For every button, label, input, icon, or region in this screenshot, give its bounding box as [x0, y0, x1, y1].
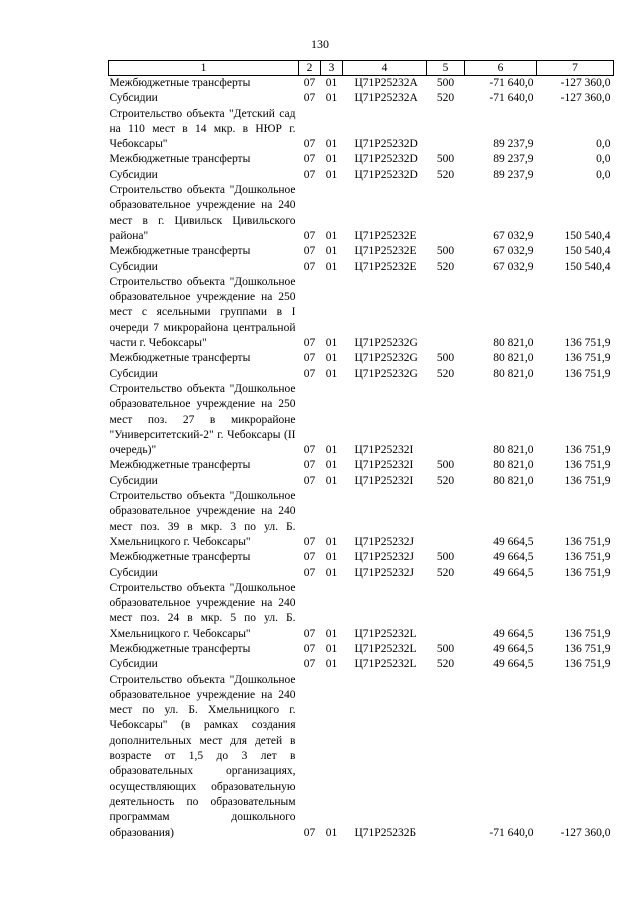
row-amount-1: 49 664,5 — [493, 627, 534, 640]
row-target-code: Ц71P25232D — [354, 168, 418, 181]
header-cell-expense-type: 5 — [427, 61, 465, 76]
row-name: Субсидии — [109, 566, 158, 579]
row-name: Строительство объекта "Дошкольное образовательное учреждение на 250 мест поз. 27 в микрорайоне "Университетский-2" г. Чебоксары (II очередь)" — [109, 382, 296, 457]
row-amount-2: 136 751,9 — [564, 337, 611, 350]
row-amount-1: -71 640,0 — [489, 77, 534, 89]
row-name: Строительство объекта "Дошкольное образовательное учреждение на 250 мест с ясельными группами в I очереди 7 микрорайона центральной части г. Чебоксары" — [109, 275, 296, 350]
row-target-code: Ц71P25232Б — [354, 826, 417, 839]
row-name: Межбюджетные трансферты — [109, 352, 251, 365]
table-row — [109, 581, 614, 642]
row-expense-type — [427, 183, 465, 244]
row-amount-1: 80 821,0 — [493, 367, 534, 380]
row-amount-1: -71 640,0 — [489, 92, 534, 105]
row-amount-1: 80 821,0 — [493, 474, 534, 487]
row-target-code: Ц71P25232E — [354, 260, 417, 273]
row-amount-2: 150 540,4 — [564, 229, 611, 242]
row-section: 07 — [303, 153, 316, 166]
row-target-code: Ц71P25232J — [354, 535, 414, 548]
row-section: 07 — [303, 658, 316, 671]
row-subsection: 01 — [325, 367, 338, 380]
row-amount-1: 89 237,9 — [493, 153, 534, 166]
row-amount-2: 136 751,9 — [564, 459, 611, 472]
row-expense-type: 520 — [436, 260, 455, 273]
row-section: 07 — [303, 551, 316, 564]
row-amount-2: 136 751,9 — [564, 658, 611, 671]
row-amount-1: 67 032,9 — [493, 245, 534, 258]
row-target-code: Ц71P25232G — [354, 337, 418, 350]
row-subsection: 01 — [325, 138, 338, 151]
table-row — [109, 489, 614, 550]
row-amount-2: 136 751,9 — [564, 627, 611, 640]
page-number: 130 — [311, 37, 329, 51]
row-target-code: Ц71P25232E — [354, 229, 417, 242]
row-name: Строительство объекта "Дошкольное образовательное учреждение на 240 мест в г. Цивильск Цивильского района" — [109, 184, 296, 242]
row-target-code: Ц71P25232J — [354, 566, 414, 579]
row-amount-2: 136 751,9 — [564, 566, 611, 579]
row-expense-type: 520 — [436, 474, 455, 487]
row-amount-1: 49 664,5 — [493, 658, 534, 671]
row-subsection: 01 — [325, 459, 338, 472]
row-subsection: 01 — [325, 658, 338, 671]
row-subsection: 01 — [325, 566, 338, 579]
row-subsection: 01 — [325, 444, 338, 457]
header-cell-subsection: 3 — [321, 61, 343, 76]
row-target-code: Ц71P25232I — [354, 444, 414, 457]
row-name: Субсидии — [109, 658, 158, 671]
row-subsection: 01 — [325, 92, 338, 105]
row-amount-2: 136 751,9 — [564, 642, 611, 655]
row-subsection: 01 — [325, 826, 338, 839]
row-name: Межбюджетные трансферты — [109, 642, 251, 655]
row-subsection: 01 — [325, 260, 338, 273]
table-row — [109, 367, 614, 382]
row-amount-1: 49 664,5 — [493, 566, 534, 579]
header-cell-section: 2 — [299, 61, 321, 76]
row-subsection: 01 — [325, 337, 338, 350]
table-row — [109, 244, 614, 259]
row-expense-type: 500 — [436, 77, 455, 89]
table-row — [109, 673, 614, 841]
table-row — [109, 550, 614, 565]
table-row — [109, 168, 614, 183]
row-subsection: 01 — [325, 352, 338, 365]
row-section: 07 — [303, 627, 316, 640]
row-name: Строительство объекта "Детский сад на 110 мест в 14 мкр. в НЮР г. Чебоксары" — [109, 107, 296, 151]
row-name: Межбюджетные трансферты — [109, 551, 251, 564]
row-target-code: Ц71P25232L — [354, 627, 417, 640]
row-subsection: 01 — [325, 245, 338, 258]
budget-table — [108, 60, 614, 841]
row-name: Субсидии — [109, 367, 158, 380]
row-expense-type: 520 — [436, 658, 455, 671]
row-amount-2: 0,0 — [596, 153, 611, 166]
row-section: 07 — [303, 474, 316, 487]
table-row — [109, 152, 614, 167]
row-amount-2: 136 751,9 — [564, 551, 611, 564]
row-expense-type: 520 — [436, 367, 455, 380]
row-subsection: 01 — [325, 642, 338, 655]
row-subsection: 01 — [325, 627, 338, 640]
row-section: 07 — [303, 444, 316, 457]
row-subsection: 01 — [325, 551, 338, 564]
row-amount-2: -127 360,0 — [560, 77, 611, 89]
row-name: Строительство объекта "Дошкольное образовательное учреждение на 240 мест поз. 39 в мкр. 3 по ул. Б. Хмельницкого г. Чебоксары" — [109, 490, 296, 548]
table-row — [109, 566, 614, 581]
table-row — [109, 642, 614, 657]
row-expense-type: 500 — [436, 551, 455, 564]
table-row — [109, 76, 614, 92]
row-amount-1: 67 032,9 — [493, 260, 534, 273]
row-amount-2: 150 540,4 — [564, 260, 611, 273]
table-row — [109, 458, 614, 473]
row-section: 07 — [303, 260, 316, 273]
row-amount-2: 136 751,9 — [564, 444, 611, 457]
header-cell-amount-1: 6 — [465, 61, 537, 76]
row-subsection: 01 — [325, 474, 338, 487]
row-section: 07 — [303, 337, 316, 350]
row-expense-type: 500 — [436, 352, 455, 365]
row-name: Субсидии — [109, 474, 158, 487]
row-target-code: Ц71P25232A — [354, 92, 418, 105]
table-header — [109, 61, 614, 76]
table-row — [109, 91, 614, 106]
row-section: 07 — [303, 229, 316, 242]
row-target-code: Ц71P25232G — [354, 352, 418, 365]
row-expense-type — [427, 107, 465, 153]
row-name: Межбюджетные трансферты — [109, 459, 251, 472]
table-row — [109, 275, 614, 351]
row-amount-2: -127 360,0 — [560, 826, 611, 839]
header-cell-target-code: 4 — [343, 61, 427, 76]
row-expense-type: 520 — [436, 566, 455, 579]
row-amount-1: 80 821,0 — [493, 337, 534, 350]
row-expense-type — [427, 673, 465, 841]
row-amount-2: 0,0 — [596, 138, 611, 151]
row-subsection: 01 — [325, 153, 338, 166]
row-amount-1: 49 664,5 — [493, 551, 534, 564]
row-section: 07 — [303, 245, 316, 258]
row-section: 07 — [303, 168, 316, 181]
row-amount-2: 136 751,9 — [564, 367, 611, 380]
row-subsection: 01 — [325, 77, 338, 89]
row-target-code: Ц71P25232L — [354, 642, 417, 655]
row-amount-1: -71 640,0 — [489, 826, 534, 839]
row-section: 07 — [303, 138, 316, 151]
row-expense-type — [427, 489, 465, 550]
row-target-code: Ц71P25232I — [354, 474, 414, 487]
row-expense-type: 500 — [436, 642, 455, 655]
row-subsection: 01 — [325, 168, 338, 181]
row-amount-1: 49 664,5 — [493, 642, 534, 655]
row-amount-2: 0,0 — [596, 168, 611, 181]
row-amount-1: 89 237,9 — [493, 138, 534, 151]
row-amount-2: 150 540,4 — [564, 245, 611, 258]
header-row — [109, 61, 614, 76]
row-section: 07 — [303, 459, 316, 472]
row-amount-1: 80 821,0 — [493, 459, 534, 472]
table-row — [109, 183, 614, 244]
row-name: Субсидии — [109, 168, 158, 181]
row-amount-1: 49 664,5 — [493, 535, 534, 548]
row-expense-type: 520 — [436, 168, 455, 181]
row-target-code: Ц71P25232D — [354, 138, 418, 151]
row-name: Межбюджетные трансферты — [109, 245, 251, 258]
row-expense-type: 500 — [436, 245, 455, 258]
row-section: 07 — [303, 535, 316, 548]
table-row — [109, 657, 614, 672]
row-section: 07 — [303, 92, 316, 105]
row-amount-2: 136 751,9 — [564, 352, 611, 365]
row-amount-2: 136 751,9 — [564, 474, 611, 487]
row-section: 07 — [303, 826, 316, 839]
table-body — [109, 76, 614, 841]
row-subsection: 01 — [325, 535, 338, 548]
row-section: 07 — [303, 77, 316, 89]
row-section: 07 — [303, 566, 316, 579]
row-target-code: Ц71P25232L — [354, 658, 417, 671]
table-row — [109, 382, 614, 458]
header-cell-name: 1 — [109, 61, 299, 76]
table-row — [109, 107, 614, 153]
row-expense-type — [427, 382, 465, 458]
table-row — [109, 351, 614, 366]
header-cell-amount-2: 7 — [537, 61, 614, 76]
row-expense-type: 520 — [436, 92, 455, 105]
row-amount-1: 67 032,9 — [493, 229, 534, 242]
row-target-code: Ц71P25232I — [354, 459, 414, 472]
row-expense-type: 500 — [436, 459, 455, 472]
row-section: 07 — [303, 642, 316, 655]
row-target-code: Ц71P25232G — [354, 367, 418, 380]
row-expense-type: 500 — [436, 153, 455, 166]
row-name: Межбюджетные трансферты — [109, 153, 251, 166]
row-amount-1: 80 821,0 — [493, 444, 534, 457]
row-target-code: Ц71P25232J — [354, 551, 414, 564]
row-amount-2: 136 751,9 — [564, 535, 611, 548]
row-name: Межбюджетные трансферты — [109, 77, 251, 89]
row-name: Субсидии — [109, 92, 158, 105]
table-row — [109, 474, 614, 489]
row-expense-type — [427, 275, 465, 351]
table-row — [109, 260, 614, 275]
row-section: 07 — [303, 367, 316, 380]
row-name: Субсидии — [109, 260, 158, 273]
row-amount-1: 80 821,0 — [493, 352, 534, 365]
row-name: Строительство объекта "Дошкольное образовательное учреждение на 240 мест поз. 24 в мкр. 5 по ул. Б. Хмельницкого г. Чебоксары" — [109, 581, 296, 640]
row-section: 07 — [303, 352, 316, 365]
row-subsection: 01 — [325, 229, 338, 242]
row-amount-2: -127 360,0 — [560, 92, 611, 105]
row-target-code: Ц71P25232D — [354, 153, 418, 166]
row-expense-type — [427, 581, 465, 642]
row-amount-1: 89 237,9 — [493, 168, 534, 181]
row-target-code: Ц71P25232A — [354, 77, 418, 89]
row-target-code: Ц71P25232E — [354, 245, 417, 258]
row-name: Строительство объекта "Дошкольное образовательное учреждение на 240 мест по ул. Б. Хмельницкого г. Чебоксары" (в рамках создания дополнительных мест для детей в возрасте от 1,5 до 3 лет в образовательных организациях, осуществляющих образовательную деятельность по образовательным программам дошкольного образования) — [109, 673, 296, 839]
